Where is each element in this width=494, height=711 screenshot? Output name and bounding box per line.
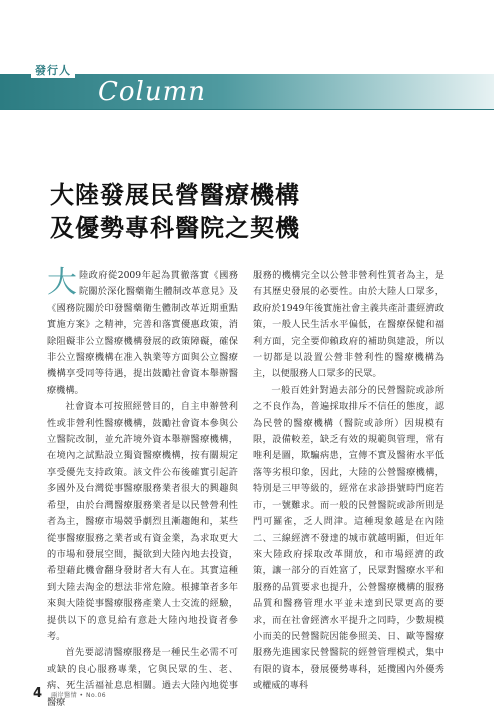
left-column (47, 265, 238, 711)
paragraph-3: 首先要認清醫療服務是一種民生必需不可或缺的良心服務專業，它與民眾的生、老、病、死生活福祉息息相關。過去大陸內地從事醫療 (47, 647, 238, 708)
drop-cap: 大 (47, 265, 77, 300)
footer-publication: 兩岸醫情 • No.06 (51, 692, 107, 699)
column-banner (0, 62, 494, 122)
paragraph-1-text: 陸政府從2009年起為貫徹落實《國務院關於深化醫藥衛生體制改革意見》及《國務院關於印發醫藥衛生體制改革近期重點實施方案》之精神，完善和落實優惠政策，消除阻礙非公立醫療機構發展的政策障礙，確保非公立醫療機構在准入執業等方面與公立醫療機構享受同等待遇，提出鼓勵社會資本舉辦醫療機構。 (47, 270, 238, 396)
paragraph-2: 社會資本可按照經營目的，自主申辦營利性或非營利性醫療機構，鼓勵社會資本參與公立醫院改制，並允許境外資本舉辦醫療機構，在境內之試點設立獨資醫療機構，按有關規定享受優先支持政策。該文件公布後確實引起許多國外及台灣從事醫療服務業者很大的興趣與希望，由於台灣醫療服務業者是以民營營利性者為主，醫療市場競爭劇烈且漸趨飽和，某些從事醫療服務之業者或有資金業，為求取更大的市場和發展空間，擬欲到大陸內地去投資，希望藉此機會翻身發財者大有人在。其實這種到大陸去淘金的想法非常危險。根據筆者多年來與大陸從事醫療服務產業人士交流的經驗，提供以下的意見給有意赴大陸內地投資者參考。 (47, 401, 238, 642)
banner-band (0, 74, 494, 110)
paragraph-1 (47, 265, 238, 399)
banner-column-word: Column (98, 77, 207, 107)
page-number: 4 (33, 686, 43, 701)
right-column (253, 268, 444, 695)
banner-label: 發行人 (31, 62, 75, 78)
article-title (50, 178, 450, 244)
page-footer (33, 682, 106, 701)
paragraph-3-continued: 服務的機構完全以公營非營利性質者為主，是有其歷史發展的必要性。由於大陸人口眾多，政府於1949年後實施社會主義共產計畫經濟政策，一般人民生活水平偏低，在醫療保健和福利方面，完全要仰賴政府的補助與建設，所以一切都是以設置公營非營利性的醫療機構為主，以便服務人口眾多的民眾。 (253, 270, 444, 380)
title-line-2: 及優勢專科醫院之契機 (50, 213, 300, 242)
title-line-1: 大陸發展民營醫療機構 (50, 180, 300, 209)
banner-divider (0, 109, 494, 110)
paragraph-4: 一般百姓針對過去部分的民營醫院或診所之不良作為，普遍採取排斥不信任的態度，認為民營的醫療機構（醫院或診所）因規模有限，設備較差，缺乏有效的規範與管理，常有唯利是圖，欺騙病患，宣傳不實及醫術水平低落等劣根印象，因此，大陸的公營醫療機構，特別是三甲等級的，經常在求診掛號時門庭若市，一號難求。而一般的民營醫院或診所則是門可羅雀，乏人問津。這種現象越是在內陸二、三線經濟不發達的城市就越明顯，但近年來大陸政府採取改革開放，和市場經濟的政策，讓一部分的百姓富了，民眾對醫療水平和服務的品質要求也提升，公營醫療機構的服務品質和醫務管理水平並未達到民眾更高的要求，而在社會經濟水平提升之同時，少數規模小而美的民營醫院因能參照美、日、歐等醫療服務先進國家民營醫院的經營管理模式，集中有限的資本，發展優勢專科，延攬國內外優秀或權威的專科 (253, 384, 444, 692)
